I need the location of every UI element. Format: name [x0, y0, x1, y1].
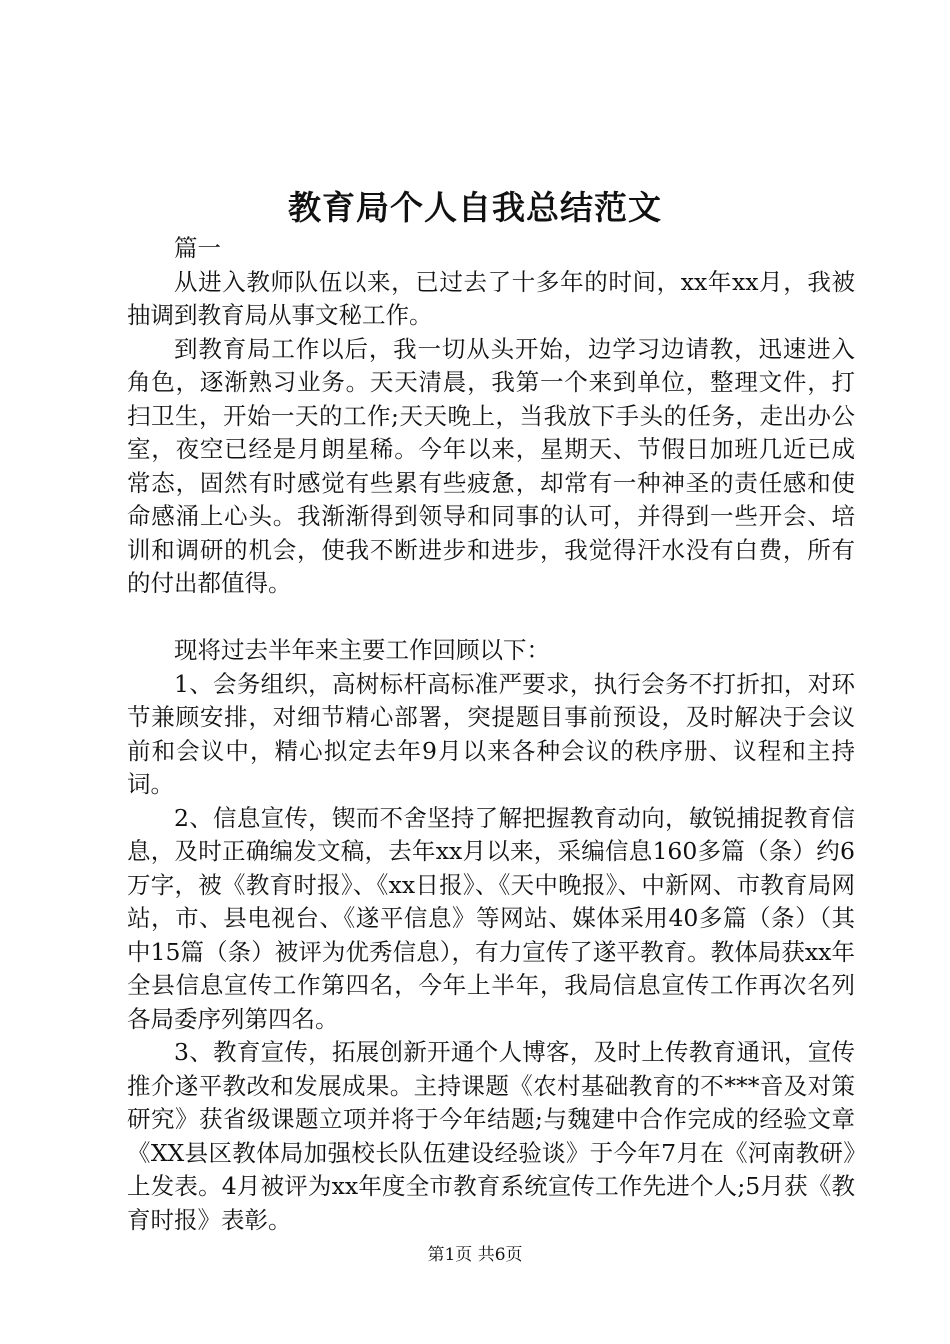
page-footer: 第1页 共6页	[427, 1245, 523, 1265]
paragraph-review-intro: 现将过去半年来主要工作回顾以下：	[174, 636, 550, 664]
document-title: 教育局个人自我总结范文	[288, 188, 662, 227]
paragraph-work: 到教育局工作以后，我一切从头开始，边学习边请教，迅速进入角色，逐渐熟习业务。天天清晨，我第一个来到单位，整理文件，打扫卫生，开始一天的工作;天天晚上，当我放下手头的任务，走出办公室，夜空已经是月朗星稀。今年以来，星期天、节假日加班几近已成常态，固然有时感觉有些累有些疲惫，却常有一种神圣的责任感和使命感涌上心头。我渐渐得到领导和同事的认可，并得到一些开会、培训和调研的机会，使我不断进步和进步，我觉得汗水没有白费，所有的付出都值得。	[127, 334, 855, 597]
paragraph-item-1: 1、会务组织，高树标杆高标准严要求，执行会务不打折扣，对环节兼顾安排，对细节精心部署，突提题目事前预设，及时解决于会议前和会议中，精心拟定去年9月以来各种会议的秩序册、议程和主持词。	[127, 669, 855, 798]
paragraph-item-2: 2、信息宣传，锲而不舍坚持了解把握教育动向，敏锐捕捉教育信息，及时正确编发文稿，去年xx月以来，采编信息160多篇（条）约6万字，被《教育时报》、《xx日报》、《天中晚报》、中新网、市教育局网站，市、县电视台、《遂平信息》等网站、媒体采用40多篇（条）（其中15篇（条）被评为优秀信息），有力宣传了遂平教育。教体局获xx年全县信息宣传工作第四名，今年上半年，我局信息宣传工作再次名列各局委序列第四名。	[127, 803, 855, 1033]
paragraph-intro: 从进入教师队伍以来，已过去了十多年的时间，xx年xx月，我被抽调到教育局从事文秘工作。	[127, 267, 855, 329]
section-heading: 篇一	[174, 234, 221, 262]
document-body	[127, 232, 855, 1237]
paragraph-item-3: 3、教育宣传，拓展创新开通个人博客，及时上传教育通讯，宣传推介遂平教改和发展成果。主持课题《农村基础教育的不***音及对策研究》获省级课题立项并将于今年结题;与魏建中合作完成的经验文章《XX县区教体局加强校长队伍建设经验谈》于今年7月在《河南教研》上发表。4月被评为xx年度全市教育系统宣传工作先进个人;5月获《教育时报》表彰。	[127, 1038, 855, 1234]
